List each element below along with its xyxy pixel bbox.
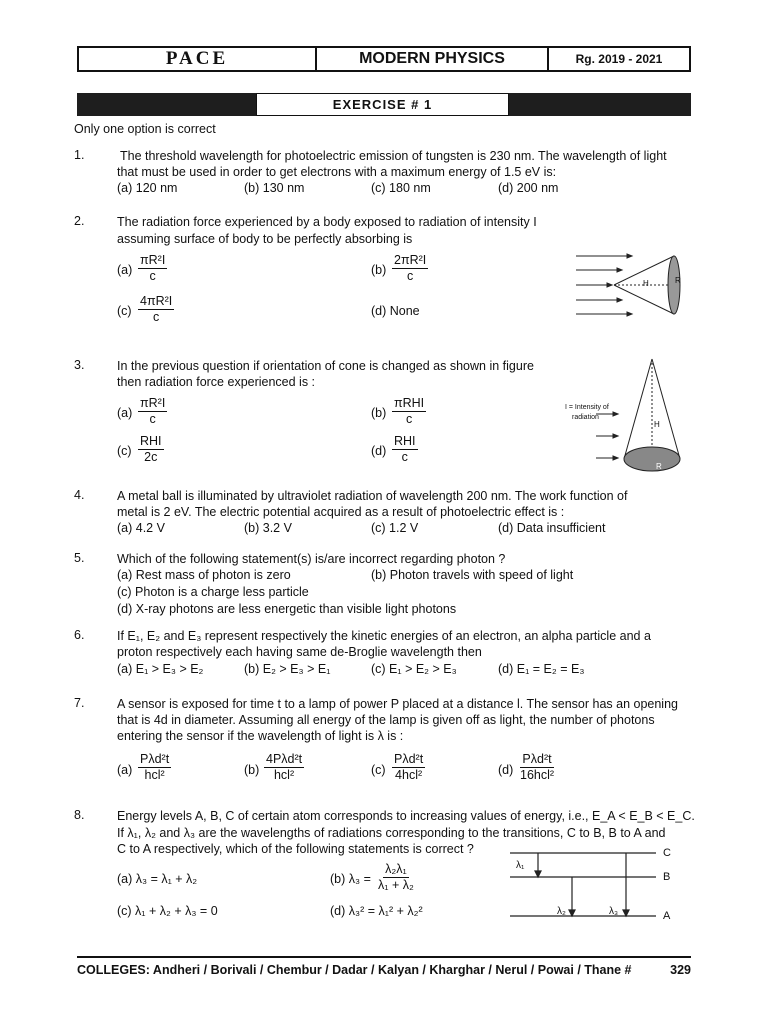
pace-logo: PACE	[79, 48, 317, 70]
q4-option-c: (c) 1.2 V	[371, 521, 419, 535]
q8-level-c: C	[663, 847, 671, 859]
q6-option-c: (c) E₁ > E₂ > E₃	[371, 662, 457, 676]
q2-option-a-fraction	[138, 253, 167, 284]
q2-option-b-fraction	[392, 253, 428, 284]
instruction: Only one option is correct	[74, 122, 216, 136]
q7-b-numerator: 4Pλd²t	[266, 752, 303, 766]
q8-option-a: (a) λ₃ = λ₁ + λ₂	[117, 872, 198, 886]
q2-option-b-label: (b)	[371, 263, 387, 277]
q8-line3: C to A respectively, which of the following statements is correct ?	[117, 842, 474, 856]
q1-option-a: (a) 120 nm	[117, 181, 178, 195]
q7-c-denominator: 4hcl²	[395, 768, 423, 782]
q2-option-c-fraction	[138, 294, 174, 325]
subject-title: MODERN PHYSICS	[317, 48, 549, 70]
q2-b-denominator: c	[407, 269, 414, 283]
q4-line2: metal is 2 eV. The electric potential acquired as a result of photoelectric effect is :	[117, 505, 565, 519]
q7-option-b-fraction	[264, 752, 304, 783]
q8-lambda1-label: λ₁	[516, 860, 525, 871]
q3-a-denominator: c	[149, 412, 156, 426]
q3-number: 3.	[74, 358, 85, 372]
q2-option-a-label: (a)	[117, 263, 133, 277]
q3-b-denominator: c	[405, 412, 413, 426]
q1-line2: that must be used in order to get electrons with a maximum energy of 1.5 eV is:	[117, 165, 557, 179]
q6-option-d: (d) E₁ = E₂ = E₃	[498, 662, 585, 676]
q6-number: 6.	[74, 628, 85, 642]
q4-option-a: (a) 4.2 V	[117, 521, 165, 535]
q5-number: 5.	[74, 551, 85, 565]
q5-option-b: (b) Photon travels with speed of light	[371, 568, 574, 582]
q8-number: 8.	[74, 808, 85, 822]
q7-d-numerator: Pλd²t	[522, 752, 552, 766]
q1-option-b: (b) 130 nm	[244, 181, 305, 195]
q3-option-d-fraction	[392, 434, 418, 465]
q7-a-numerator: Pλd²t	[140, 752, 170, 766]
q2-line2: assuming surface of body to be perfectly absorbing is	[117, 232, 413, 246]
q3-option-a-fraction	[138, 396, 167, 427]
q7-option-b-label: (b)	[244, 763, 260, 777]
q3-fig-radiation-label: radiation	[572, 414, 599, 421]
q3-option-c-fraction	[138, 434, 164, 465]
q4-option-d: (d) Data insufficient	[498, 521, 606, 535]
q3-b-numerator: πRHI	[394, 396, 425, 410]
q4-number: 4.	[74, 488, 85, 502]
q6-line1: If E₁, E₂ and E₃ represent respectively the kinetic energies of an electron, an alpha particle and a	[117, 629, 651, 643]
q5-line1: Which of the following statement(s) is/are incorrect regarding photon ?	[117, 552, 506, 566]
q2-cone-figure	[574, 248, 690, 328]
q6-line2: proton respectively each having same de-Broglie wavelength then	[117, 645, 482, 659]
q3-option-d-label: (d)	[371, 444, 387, 458]
page-number: 329	[670, 963, 691, 977]
q3-option-b-fraction	[392, 396, 426, 427]
q2-option-c-label: (c)	[117, 304, 132, 318]
q6-option-a: (a) E₁ > E₃ > E₂	[117, 662, 204, 676]
page-header	[77, 46, 691, 72]
q8-option-b-fraction	[378, 862, 414, 893]
q8-energy-level-diagram	[508, 846, 658, 922]
q3-fig-intensity-label: I = Intensity of	[565, 404, 609, 411]
q2-fig-r-label: R	[675, 276, 681, 285]
q3-a-numerator: πR²I	[140, 396, 166, 410]
q1-number: 1.	[74, 148, 85, 162]
q2-c-numerator: 4πR²I	[140, 294, 173, 308]
q3-line1: In the previous question if orientation of cone is changed as shown in figure	[117, 359, 534, 373]
q2-line1: The radiation force experienced by a body exposed to radiation of intensity I	[117, 215, 537, 229]
q5-option-d: (d) X-ray photons are less energetic than visible light photons	[117, 602, 457, 616]
q7-line1: A sensor is exposed for time t to a lamp of power P placed at a distance l. The sensor has an opening	[117, 697, 678, 711]
q3-c-denominator: 2c	[144, 450, 158, 464]
q7-c-numerator: Pλd²t	[394, 752, 424, 766]
q1-line1: The threshold wavelength for photoelectric emission of tungsten is 230 nm. The wavelength of light	[120, 149, 667, 163]
q7-number: 7.	[74, 696, 85, 710]
q8-option-c: (c) λ₁ + λ₂ + λ₃ = 0	[117, 904, 218, 918]
page-footer	[77, 963, 691, 977]
q2-c-denominator: c	[153, 310, 160, 324]
q2-b-numerator: 2πR²I	[394, 253, 427, 267]
q7-option-d-fraction	[520, 752, 554, 783]
q2-fig-h-label: H	[643, 279, 649, 288]
q7-option-d-label: (d)	[498, 763, 514, 777]
footer-colleges: COLLEGES: Andheri / Borivali / Chembur / Dadar / Kalyan / Kharghar / Nerul / Powai / Thane #	[77, 963, 632, 977]
q3-line2: then radiation force experienced is :	[117, 375, 316, 389]
q7-line2: that is 4d in diameter. Assuming all energy of the lamp is given off as light, the number of photons	[117, 713, 655, 727]
q3-option-b-label: (b)	[371, 406, 387, 420]
q3-cone-figure	[594, 356, 690, 478]
q8-option-b-label: (b) λ₃ =	[330, 872, 371, 886]
q8-lambda3-label: λ₃	[609, 906, 619, 917]
q2-a-denominator: c	[149, 269, 156, 283]
q7-a-denominator: hcl²	[144, 768, 165, 782]
q1-option-c: (c) 180 nm	[371, 181, 431, 195]
q8-b-numerator: λ₂λ₁	[385, 862, 407, 876]
q7-option-c-fraction	[392, 752, 425, 783]
q3-option-a-label: (a)	[117, 406, 133, 420]
q8-b-denominator: λ₁ + λ₂	[378, 878, 414, 892]
q6-option-b: (b) E₂ > E₃ > E₁	[244, 662, 331, 676]
q5-option-a: (a) Rest mass of photon is zero	[117, 568, 291, 582]
q4-line1: A metal ball is illuminated by ultraviolet radiation of wavelength 200 nm. The work function of	[117, 489, 628, 503]
q8-lambda2-label: λ₂	[557, 906, 566, 917]
q3-fig-r-label: R	[656, 462, 662, 471]
q8-option-d: (d) λ₃² = λ₁² + λ₂²	[330, 904, 423, 918]
q8-line2: If λ₁, λ₂ and λ₃ are the wavelengths of radiations corresponding to the transitions, C to B, B to A and	[117, 826, 666, 840]
q7-option-c-label: (c)	[371, 763, 386, 777]
q3-option-c-label: (c)	[117, 444, 132, 458]
q3-fig-h-label: H	[654, 420, 660, 429]
q3-d-numerator: RHI	[394, 434, 416, 448]
q2-option-d: (d) None	[371, 304, 420, 318]
q7-option-a-fraction	[138, 752, 171, 783]
q8-level-b: B	[663, 871, 671, 883]
exercise-title: EXERCISE # 1	[256, 93, 509, 116]
q8-level-a: A	[663, 910, 671, 922]
q1-option-d: (d) 200 nm	[498, 181, 559, 195]
q3-d-denominator: c	[401, 450, 408, 464]
q2-number: 2.	[74, 214, 85, 228]
footer-divider	[77, 956, 691, 958]
q2-a-numerator: πR²I	[140, 253, 166, 267]
q4-option-b: (b) 3.2 V	[244, 521, 292, 535]
q7-d-denominator: 16hcl²	[520, 768, 555, 782]
q8-line1: Energy levels A, B, C of certain atom corresponds to increasing values of energy, i.e., E_A < E_B < E_C.	[117, 809, 695, 823]
q3-c-numerator: RHI	[140, 434, 162, 448]
batch-label: Rg. 2019 - 2021	[575, 52, 663, 66]
q7-line3: entering the sensor if the wavelength of light is λ is :	[117, 729, 404, 743]
q7-option-a-label: (a)	[117, 763, 133, 777]
q5-option-c: (c) Photon is a charge less particle	[117, 585, 309, 599]
q7-b-denominator: hcl²	[273, 768, 295, 782]
